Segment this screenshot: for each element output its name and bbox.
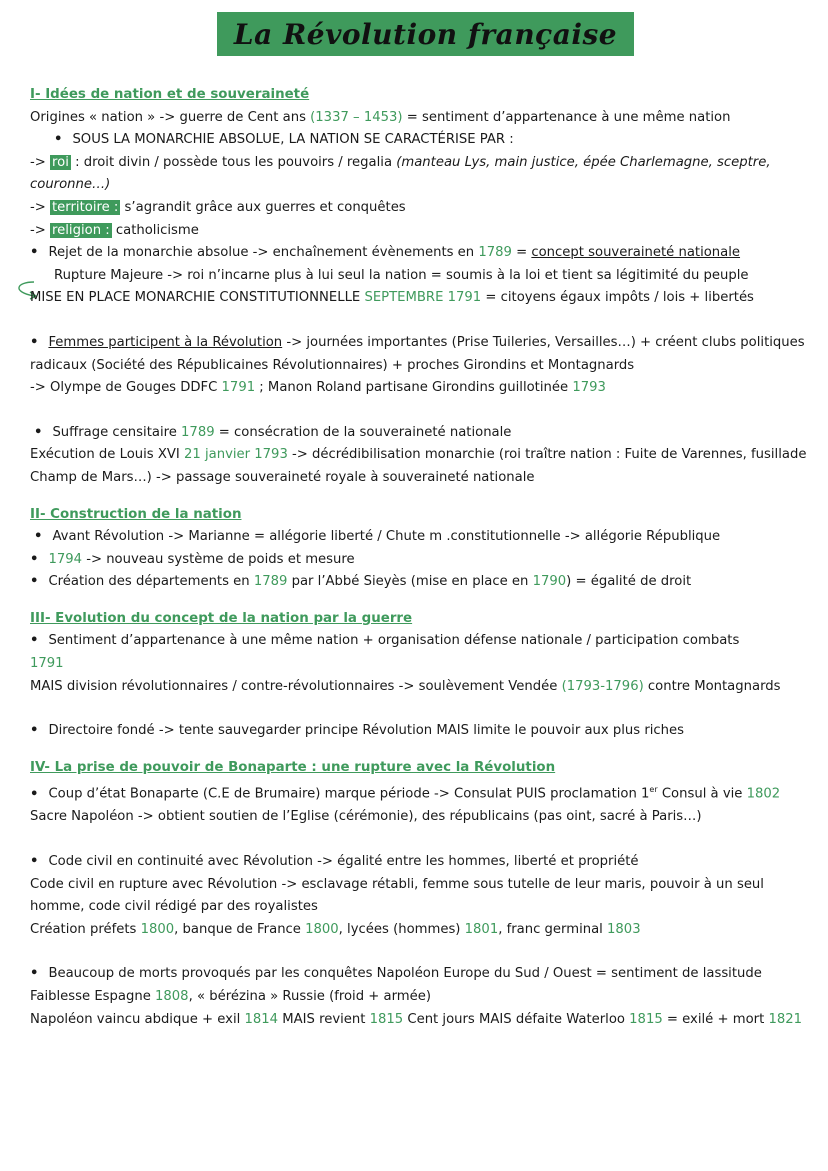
line-olympe: -> Olympe de Gouges DDFC 1791 ; Manon Roland partisane Girondins guillotinée 1793 bbox=[30, 380, 606, 396]
line-monarchie-constitutionnelle: MISE EN PLACE MONARCHIE CONSTITUTIONNELLE SEPTEMBRE 1791 = citoyens égaux impôts / lois + libertés bbox=[30, 290, 754, 306]
section-heading-2: II- Construction de la nation bbox=[30, 506, 242, 522]
line-poids-mesure: • 1794 -> nouveau système de poids et mesure bbox=[30, 549, 820, 572]
line-femmes: • Femmes participent à la Révolution -> journées importantes (Prise Tuileries, Versailles…) + créent clubs politiques radicaux (Société des Républicaines Révolutionnaires) + proches Girondins et Montagnards bbox=[30, 332, 820, 377]
line-sentiment: • Sentiment d’appartenance à une même nation + organisation défense nationale / participation combats bbox=[30, 630, 820, 653]
line-sentiment-year: 1791 bbox=[30, 656, 64, 672]
line-code-civil-continuite: • Code civil en continuité avec Révolution -> égalité entre les hommes, liberté et propriété bbox=[30, 851, 820, 874]
section-heading-3: III- Evolution du concept de la nation par la guerre bbox=[30, 610, 413, 626]
line-roi: -> roi : droit divin / possède tous les pouvoirs / regalia (manteau Lys, main justice, épée Charlemagne, sceptre, couronne…) bbox=[30, 154, 771, 193]
line-espagne: Faiblesse Espagne 1808, « bérézina » Russie (froid + armée) bbox=[30, 988, 432, 1004]
section-heading-4: IV- La prise de pouvoir de Bonaparte : une rupture avec la Révolution bbox=[30, 759, 556, 775]
line-territoire: -> territoire : s’agrandit grâce aux guerres et conquêtes bbox=[30, 199, 406, 215]
line-suffrage: • Suffrage censitaire 1789 = consécration de la souveraineté nationale bbox=[30, 422, 820, 445]
line-marianne: • Avant Révolution -> Marianne = allégorie liberté / Chute m .constitutionnelle -> allégorie République bbox=[30, 526, 820, 549]
line-napoleon-vaincu: Napoléon vaincu abdique + exil 1814 MAIS revient 1815 Cent jours MAIS défaite Waterloo 1815 = exilé + mort 1821 bbox=[30, 1011, 802, 1027]
line-morts: • Beaucoup de morts provoqués par les conquêtes Napoléon Europe du Sud / Ouest = sentiment de lassitude bbox=[30, 963, 820, 986]
line-monarchie: • SOUS LA MONARCHIE ABSOLUE, LA NATION SE CARACTÉRISE PAR : bbox=[30, 129, 820, 152]
notes-body bbox=[30, 84, 820, 1031]
line-creation-prefets: Création préfets 1800, banque de France 1800, lycées (hommes) 1801, franc germinal 1803 bbox=[30, 921, 641, 937]
line-sacre: Sacre Napoléon -> obtient soutien de l’Eglise (cérémonie), des républicains (pas oint, sacré à Paris…) bbox=[30, 809, 702, 825]
line-religion: -> religion : catholicisme bbox=[30, 222, 199, 238]
line-directoire: • Directoire fondé -> tente sauvegarder principe Révolution MAIS limite le pouvoir aux plus riches bbox=[30, 720, 820, 743]
line-departements: • Création des départements en 1789 par l’Abbé Sieyès (mise en place en 1790) = égalité de droit bbox=[30, 571, 820, 594]
line-rejet: • Rejet de la monarchie absolue -> enchaînement évènements en 1789 = concept souveraineté nationale bbox=[30, 242, 820, 265]
section-heading-1: I- Idées de nation et de souveraineté bbox=[30, 87, 310, 102]
line-code-civil-rupture: Code civil en rupture avec Révolution -> esclavage rétabli, femme sous tutelle de leur maris, pouvoir à un seul homme, code civil rédigé par des royalistes bbox=[30, 876, 764, 915]
line-rupture: Rupture Majeure -> roi n’incarne plus à lui seul la nation = soumis à la loi et tient sa légitimité du peuple bbox=[54, 267, 749, 283]
line-origines: Origines « nation » -> guerre de Cent ans (1337 – 1453) = sentiment d’appartenance à une même nation bbox=[30, 109, 731, 125]
line-coup-etat: • Coup d’état Bonaparte (C.E de Brumaire) marque période -> Consulat PUIS proclamation 1er Consul à vie 1802 bbox=[30, 779, 820, 806]
page-title: La Révolution française bbox=[233, 17, 618, 51]
line-execution: Exécution de Louis XVI 21 janvier 1793 -> décrédibilisation monarchie (roi traître nation : Fuite de Varennes, fusillade Champ de Mars…) -> passage souveraineté royale à souveraineté nationale bbox=[30, 447, 807, 485]
title-banner bbox=[217, 12, 634, 56]
line-vendee: MAIS division révolutionnaires / contre-révolutionnaires -> soulèvement Vendée (1793-1796) contre Montagnards bbox=[30, 678, 781, 694]
